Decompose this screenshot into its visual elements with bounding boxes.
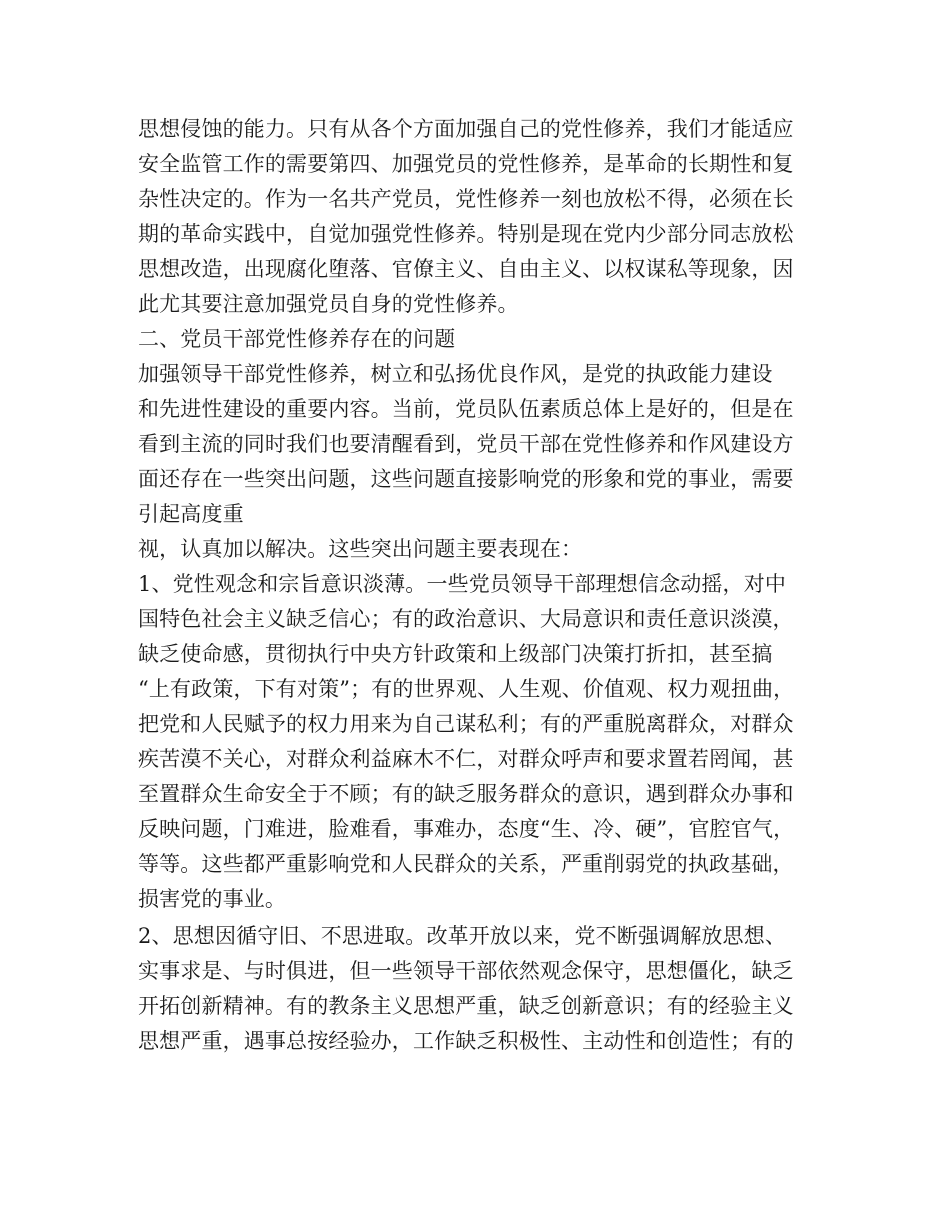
text-line: 把党和人民赋予的权力用来为自己谋私利；有的严重脱离群众，对群众 bbox=[138, 712, 794, 736]
text-line: 期的革命实践中，自觉加强党性修养。特别是现在党内少部分同志放松 bbox=[138, 222, 794, 246]
text-line: 引起高度重 bbox=[138, 502, 244, 526]
text-line: 看到主流的同时我们也要清醒看到，党员干部在党性修养和作风建设方 bbox=[138, 432, 794, 456]
text-line: 此尤其要注意加强党员自身的党性修养。 bbox=[138, 292, 519, 316]
text-line: 1、党性观念和宗旨意识淡薄。一些党员领导干部理想信念动摇，对中 bbox=[138, 572, 787, 596]
text-line: 视，认真加以解决。这些突出问题主要表现在： bbox=[138, 537, 583, 561]
text-line: 2、思想因循守旧、不思进取。改革开放以来，党不断强调解放思想、 bbox=[138, 924, 787, 948]
text-line: 至置群众生命安全于不顾；有的缺乏服务群众的意识，遇到群众办事和 bbox=[138, 782, 794, 806]
section-heading: 二、党员干部党性修养存在的问题 bbox=[138, 327, 456, 351]
text-line: 疾苦漠不关心，对群众利益麻木不仁，对群众呼声和要求置若罔闻，甚 bbox=[138, 747, 794, 771]
text-line: 杂性决定的。作为一名共产党员，党性修养一刻也放松不得，必须在长 bbox=[138, 187, 794, 211]
text-line: 损害党的事业。 bbox=[138, 887, 287, 911]
text-line: 等等。这些都严重影响党和人民群众的关系，严重削弱党的执政基础， bbox=[138, 852, 794, 876]
text-line: 思想改造，出现腐化堕落、官僚主义、自由主义、以权谋私等现象，因 bbox=[138, 257, 794, 281]
text-line: 反映问题，门难进，脸难看，事难办，态度“生、冷、硬”，官腔官气， bbox=[138, 817, 795, 841]
text-line: “上有政策，下有对策”；有的世界观、人生观、价值观、权力观扭曲， bbox=[138, 677, 795, 701]
text-line: 思想侵蚀的能力。只有从各个方面加强自己的党性修养，我们才能适应 bbox=[138, 117, 794, 141]
text-line: 开拓创新精神。有的教条主义思想严重，缺乏创新意识；有的经验主义 bbox=[138, 994, 794, 1018]
text-line: 实事求是、与时俱进，但一些领导干部依然观念保守，思想僵化，缺乏 bbox=[138, 959, 794, 983]
text-line: 加强领导干部党性修养，树立和弘扬优良作风，是党的执政能力建设 bbox=[138, 362, 773, 386]
text-line: 缺乏使命感，贯彻执行中央方针政策和上级部门决策打折扣，甚至搞 bbox=[138, 642, 773, 666]
text-line: 安全监管工作的需要第四、加强党员的党性修养，是革命的长期性和复 bbox=[138, 152, 794, 176]
text-line: 国特色社会主义缺乏信心；有的政治意识、大局意识和责任意识淡漠， bbox=[138, 607, 794, 631]
text-line: 思想严重，遇事总按经验办，工作缺乏积极性、主动性和创造性；有的 bbox=[138, 1029, 794, 1053]
text-line: 和先进性建设的重要内容。当前，党员队伍素质总体上是好的，但是在 bbox=[138, 397, 794, 421]
text-line: 面还存在一些突出问题，这些问题直接影响党的形象和党的事业，需要 bbox=[138, 467, 794, 491]
